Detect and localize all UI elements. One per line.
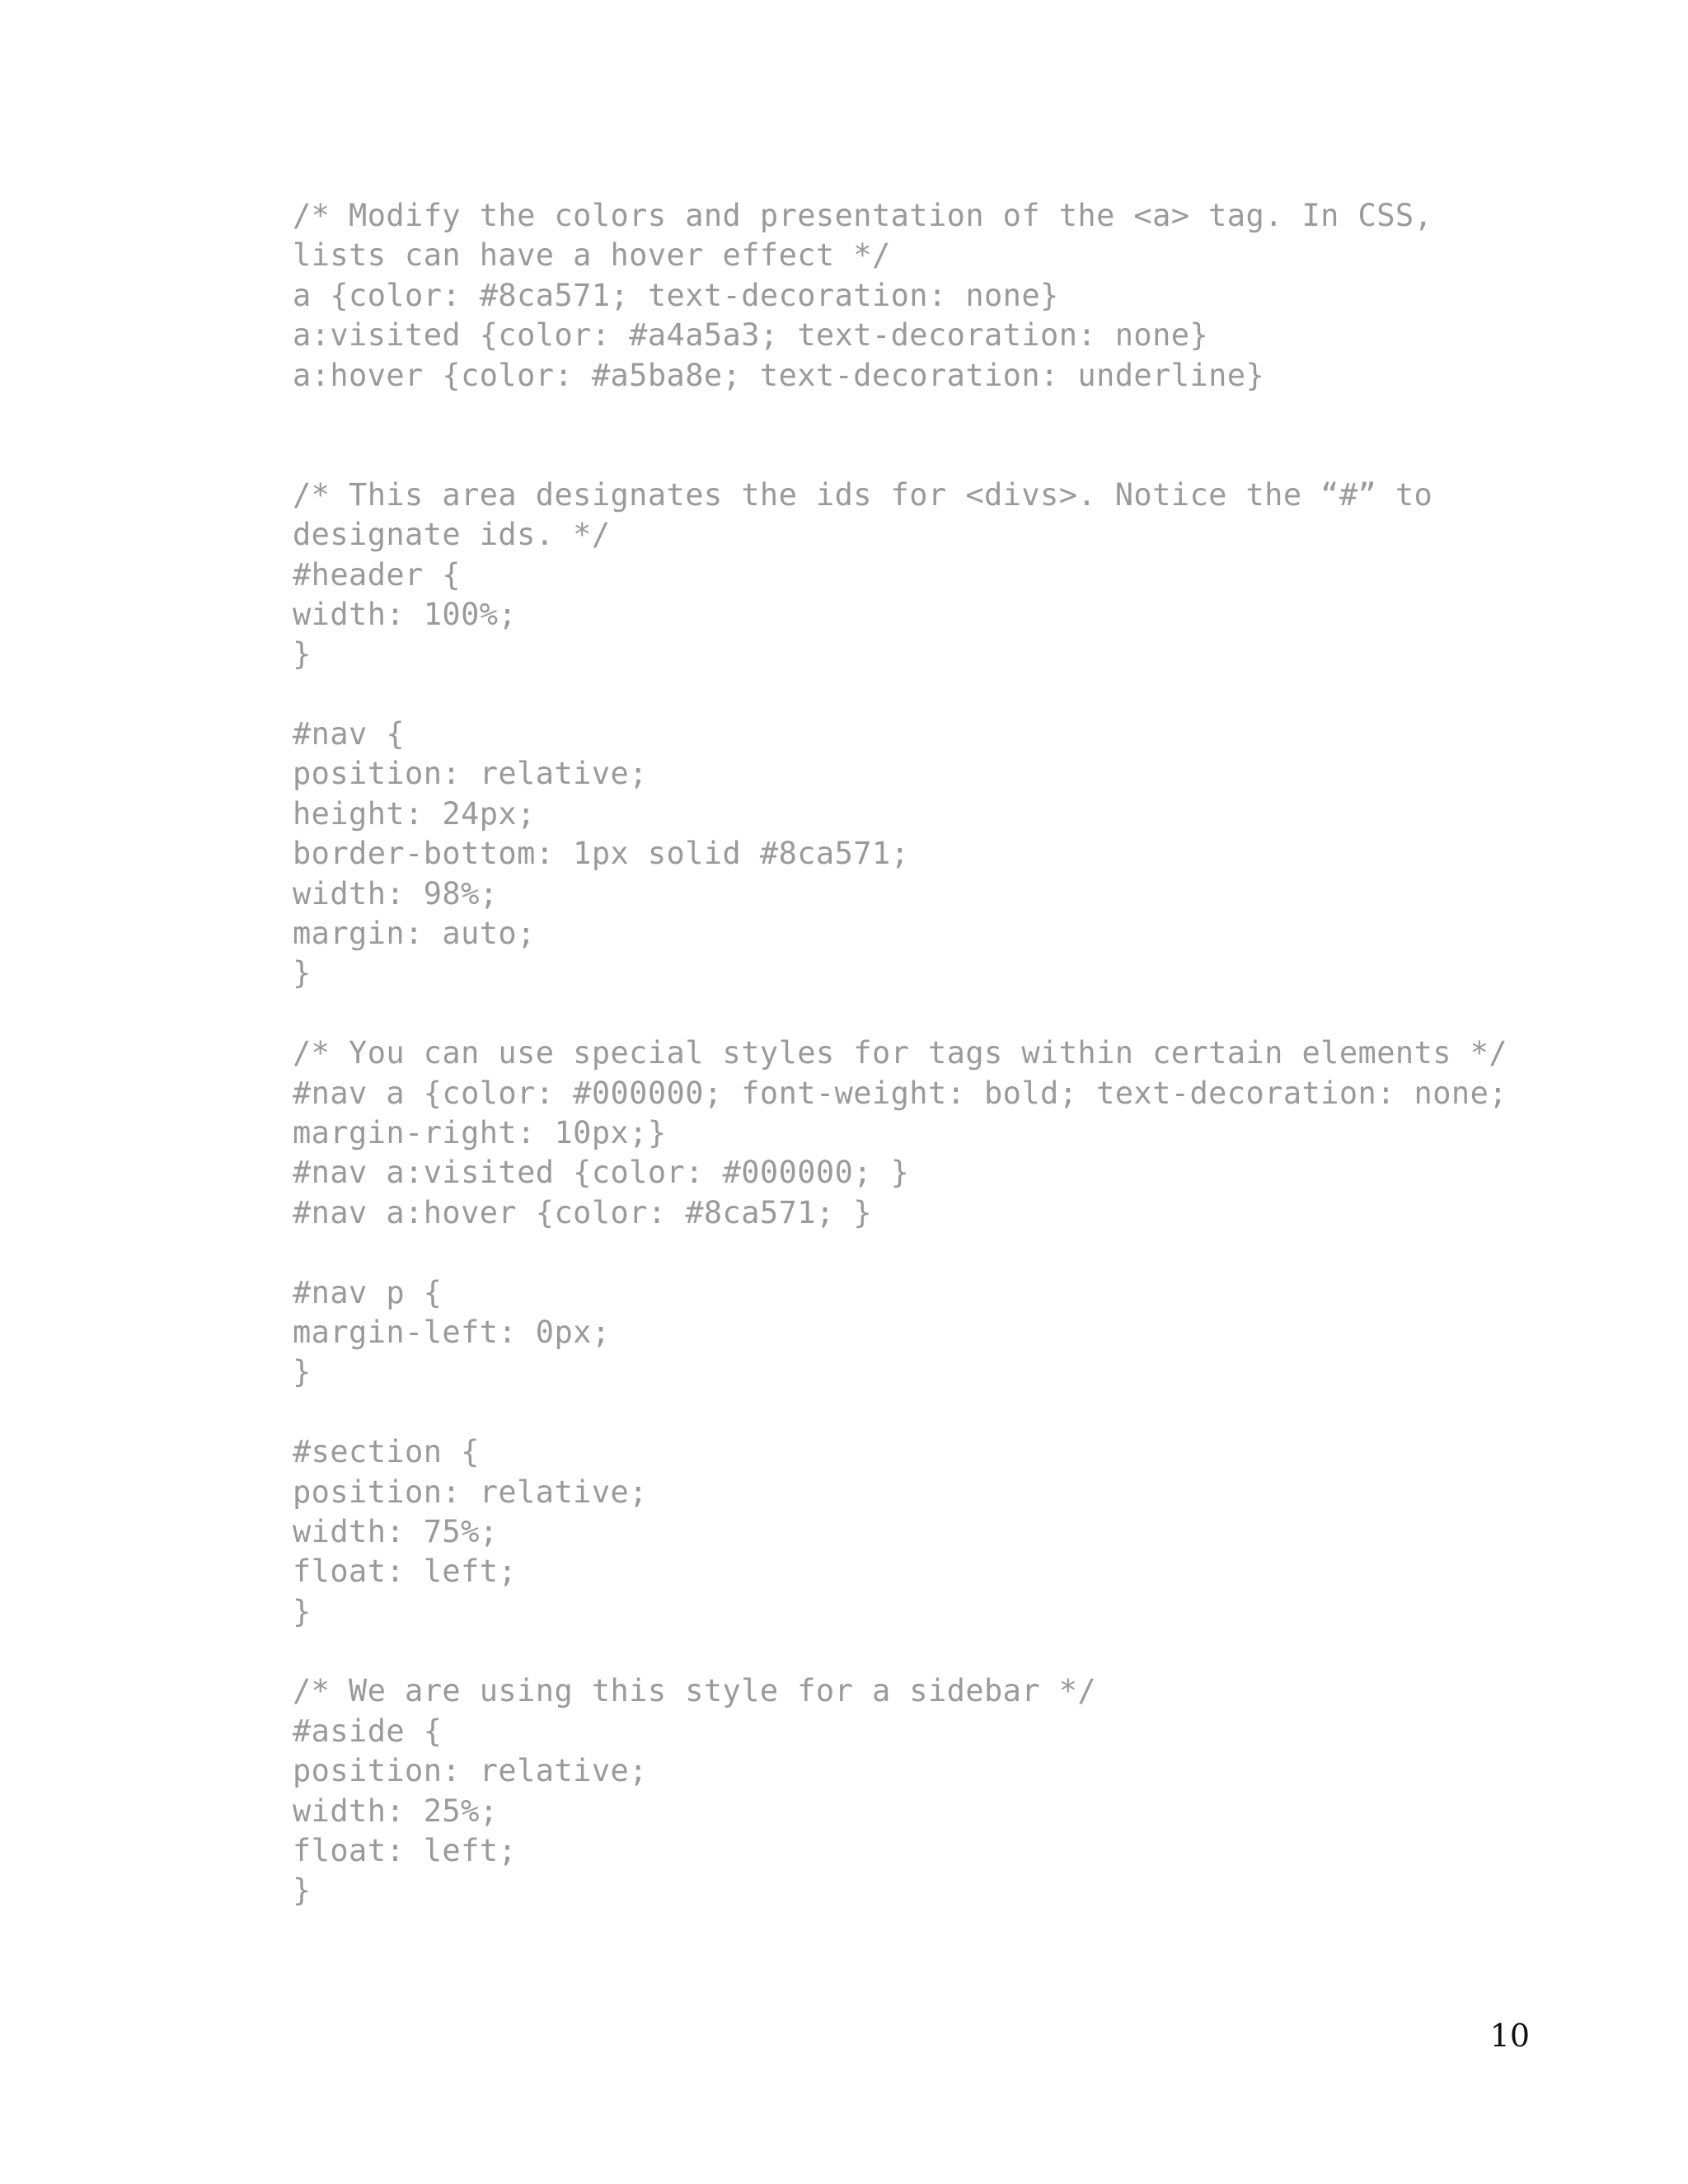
code-line: /* We are using this style for a sidebar */ — [293, 1673, 1097, 1709]
code-line: a:visited {color: #a4a5a3; text-decoration: none} — [293, 317, 1209, 354]
code-line: position: relative; — [293, 1474, 648, 1510]
code-line — [293, 1233, 1578, 1272]
code-line: width: 98%; — [293, 875, 499, 912]
code-line: /* You can use special styles for tags within certain elements */ — [293, 1035, 1507, 1071]
code-line: designate ids. */ — [293, 517, 611, 553]
code-line: height: 24px; — [293, 795, 536, 832]
code-line: position: relative; — [293, 756, 648, 792]
code-line: width: 100%; — [293, 596, 518, 632]
code-line: #nav a {color: #000000; font-weight: bold; text-decoration: none; — [293, 1075, 1507, 1111]
code-line: /* This area designates the ids for <divs>. Notice the “#” to — [293, 476, 1433, 513]
code-line: position: relative; — [293, 1753, 648, 1789]
code-line: #nav { — [293, 716, 406, 752]
code-line: margin-left: 0px; — [293, 1314, 611, 1350]
code-line: } — [293, 1354, 312, 1390]
code-line: } — [293, 1872, 312, 1909]
code-line: width: 75%; — [293, 1513, 499, 1549]
code-line: a:hover {color: #a5ba8e; text-decoration: underline} — [293, 357, 1265, 393]
code-line: #header { — [293, 556, 462, 593]
code-line: } — [293, 636, 312, 673]
code-line: width: 25%; — [293, 1793, 499, 1829]
code-listing — [293, 196, 1578, 1911]
code-line: #nav a:visited {color: #000000; } — [293, 1155, 910, 1191]
code-line: float: left; — [293, 1833, 518, 1869]
page-number: 10 — [1489, 2018, 1530, 2054]
code-line: #aside { — [293, 1713, 443, 1749]
code-line: margin: auto; — [293, 916, 536, 952]
code-line — [293, 1632, 1578, 1671]
code-line: float: left; — [293, 1554, 518, 1590]
code-line: #nav p { — [293, 1274, 443, 1310]
code-line: border-bottom: 1px solid #8ca571; — [293, 836, 910, 872]
code-line: } — [293, 1593, 312, 1629]
code-line — [293, 994, 1578, 1033]
code-line — [293, 1393, 1578, 1432]
code-line — [293, 435, 1578, 475]
code-line: #nav a:hover {color: #8ca571; } — [293, 1194, 872, 1230]
code-line — [293, 675, 1578, 715]
code-line: #section { — [293, 1434, 480, 1470]
code-line: /* Modify the colors and presentation of the <a> tag. In CSS, — [293, 198, 1433, 233]
code-line: a {color: #8ca571; text-decoration: none} — [293, 277, 1059, 313]
code-line: margin-right: 10px;} — [293, 1114, 667, 1151]
code-line: lists can have a hover effect */ — [293, 237, 891, 274]
code-line: } — [293, 955, 312, 991]
code-line — [293, 396, 1578, 435]
